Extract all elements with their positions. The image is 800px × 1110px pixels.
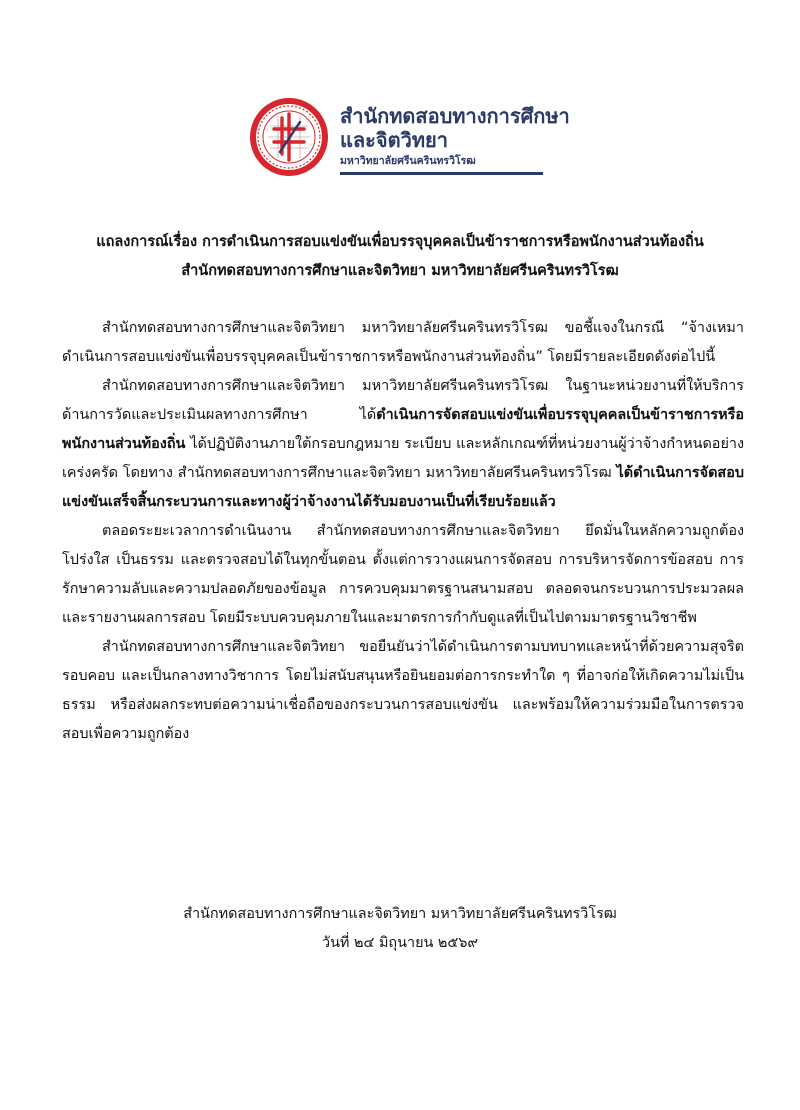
statement-body (62, 314, 744, 749)
org-name-line1: สำนักทดสอบทางการศึกษา (340, 104, 570, 128)
org-name (340, 104, 570, 168)
paragraph-2-bold-a: ดำเนินการจัดสอบแข่งขันเพื่อบรรจุบุคคลเป็นข้าราชการหรือพนักงานส่วนท้องถิ่น (62, 407, 744, 452)
statement-title (60, 228, 740, 286)
paragraph-3: ตลอดระยะเวลาการดำเนินงาน สำนักทดสอบทางการศึกษาและจิตวิทยา ยึดมั่นในหลักความถูกต้อง โปร่งใส เป็นธรรม และตรวจสอบได้ในทุกขั้นตอน ตั้งแต่การวางแผนการจัดสอบ การบริหารจัดการข้อสอบ การรักษาความลับและความปลอดภัยของข้อมูล การควบคุมมาตรฐานสนามสอบ ตลอดจนกระบวนการประมวลผลและรายงานผลการสอบ โดยมีระบบควบคุมภายในและมาตรการกำกับดูแลที่เป็นไปตามมาตรฐานวิชาชีพ (62, 523, 744, 626)
paragraph-4: สำนักทดสอบทางการศึกษาและจิตวิทยา ขอยืนยันว่าได้ดำเนินการตามบทบาทและหน้าที่ด้วยความสุจริต รอบคอบ และเป็นกลางทางวิชาการ โดยไม่สนับสนุนหรือยินยอมต่อการกระทำใด ๆ ที่อาจก่อให้เกิดความไม่เป็นธรรม หรือส่งผลกระทบต่อความน่าเชื่อถือของกระบวนการสอบแข่งขัน และพร้อมให้ความร่วมมือในการตรวจสอบเพื่อความถูกต้อง (62, 639, 744, 742)
paragraph-1: สำนักทดสอบทางการศึกษาและจิตวิทยา มหาวิทยาลัยศรีนครินทรวิโรฒ ขอชี้แจงในกรณี “จ้างเหมาดำเนินการสอบแข่งขันเพื่อบรรจุบุคคลเป็นข้าราชการหรือพนักงานส่วนท้องถิ่น” โดยมีรายละเอียดดังต่อไปนี้ (62, 320, 744, 365)
org-name-line2: และจิตวิทยา (340, 128, 448, 152)
title-line1: แถลงการณ์เรื่อง การดำเนินการสอบแข่งขันเพื่อบรรจุบุคคลเป็นข้าราชการหรือพนักงานส่วนท้องถิ่น (96, 234, 704, 250)
signature-block (60, 900, 740, 958)
logo-underline (340, 172, 543, 175)
footer-date: วันที่ ๒๔ มิถุนายน ๒๕๖๙ (322, 935, 478, 951)
footer-org: สำนักทดสอบทางการศึกษาและจิตวิทยา มหาวิทยาลัยศรีนครินทรวิโรฒ (183, 906, 617, 922)
paragraph-2-part-c: ได้ปฏิบัติงานภายใต้กรอบกฎหมาย ระเบียบ และหลักเกณฑ์ที่หน่วยงานผู้ว่าจ้างกำหนดอย่างเคร่งครัด โดยทาง สำนักทดสอบทางการศึกษาและจิตวิทยา มหาวิทยาลัยศรีนครินทรวิโรฒ (62, 436, 744, 481)
paragraph-2-bold-b: ได้ดำเนินการจัดสอบแข่งขันเสร็จสิ้นกระบวนการและทางผู้ว่าจ้างงานได้รับมอบงานเป็นที่เรียบร้อยแล้ว (62, 465, 744, 510)
paragraph-2 (62, 372, 744, 517)
title-line2: สำนักทดสอบทางการศึกษาและจิตวิทยา มหาวิทยาลัยศรีนครินทรวิโรฒ (181, 263, 619, 279)
org-logo (248, 96, 570, 186)
paragraph-2-part-a: สำนักทดสอบทางการศึกษาและจิตวิทยา มหาวิทยาลัยศรีนครินทรวิโรฒ ในฐานะหน่วยงานที่ให้บริการด้านการวัดและประเมินผลทางการศึกษา ได้ (62, 378, 744, 423)
university-seal-icon (248, 96, 330, 178)
org-university: มหาวิทยาลัยศรีนครินทรวิโรฒ (340, 155, 476, 167)
